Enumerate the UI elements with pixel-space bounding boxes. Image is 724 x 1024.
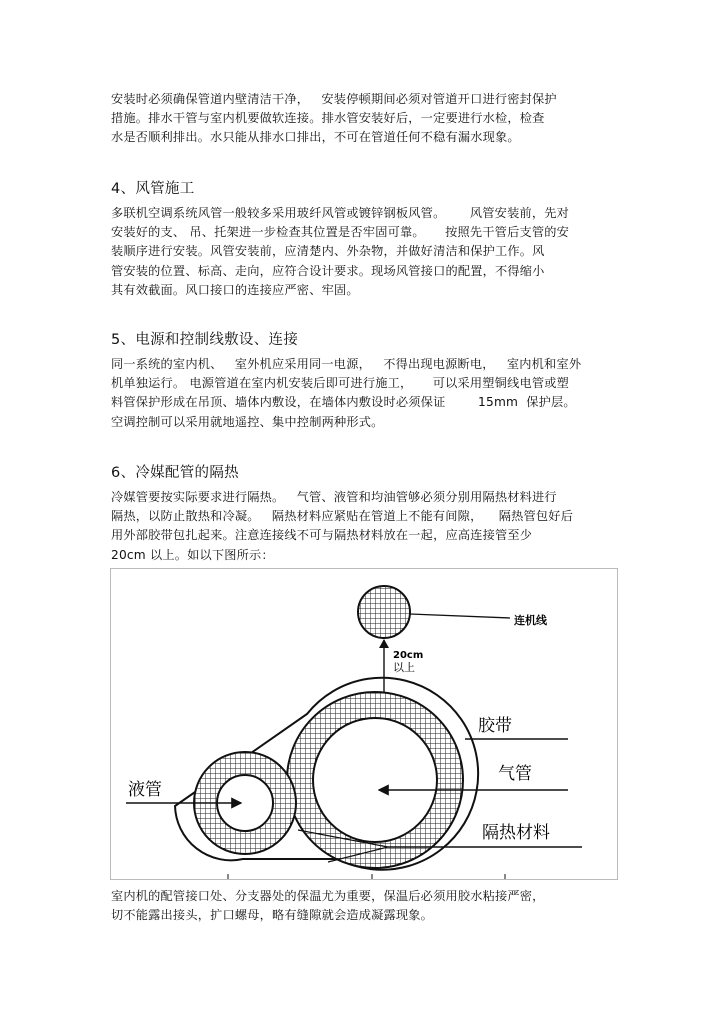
text-line: 装顺序进行安装。风管安装前，应清楚内、外杂物，并做好清洁和保护工作。风 xyxy=(111,244,545,259)
text-line: 室内机的配管接口处、分支器处的保温尤为重要，保温后必须用胶水粘接严密， xyxy=(111,889,545,903)
intro-paragraph xyxy=(111,90,621,148)
insulation-label: 隔热材料 xyxy=(482,823,550,843)
text-line: 安装好的支、 吊、托架进一步检查其位置是否牢固可靠。 按照先干管后支管的安 xyxy=(111,225,570,240)
pipe-insulation-diagram xyxy=(110,568,618,880)
text-line: 管安装的位置、标高、走向，应符合设计要求。现场风管接口的配置，不得缩小 xyxy=(111,263,545,278)
text-line: 同一系统的室内机、 室外机应采用同一电源， 不得出现电源断电， 室内机和室外 xyxy=(111,357,582,371)
text-line: 隔热，以防止散热和冷凝。 隔热材料应紧贴在管道上不能有间隙， 隔热管包好后 xyxy=(111,509,574,524)
liquid-pipe-label: 液管 xyxy=(128,780,162,800)
closing-paragraph xyxy=(111,887,621,925)
text-line: 冷媒管要按实际要求进行隔热。 气管、液管和均油管够必须分别用隔热材料进行 xyxy=(111,490,557,504)
connection-wire-circle xyxy=(358,586,410,638)
distance-value-label: 20cm xyxy=(393,650,424,661)
text-line: 水是否顺利排出。水只能从排水口排出，不可在管道任何不稳有漏水现象。 xyxy=(111,130,520,145)
text-line: 机单独运行。 电源管道在室内机安装后即可进行施工， 可以采用塑铜线电管或塑 xyxy=(111,376,570,391)
connection-wire-label: 连机线 xyxy=(514,614,547,627)
text-line: 用外部胶带包扎起来。注意连接线不可与隔热材料放在一起，应高连接管至少 xyxy=(111,528,533,543)
section-6-heading: 6、冷媒配管的隔热 xyxy=(111,465,239,481)
section-4-heading: 4、风管施工 xyxy=(111,181,195,197)
text-line: 20cm 以上。如以下图所示： xyxy=(111,547,274,562)
text-line: 安装时必须确保管道内壁清洁干净， 安装停顿期间必须对管道开口进行密封保护 xyxy=(111,92,557,106)
section-4-paragraph xyxy=(111,204,621,300)
text-line: 切不能露出接头，扩口螺母，略有缝隙就会造成凝露现象。 xyxy=(111,908,434,923)
dimension-arrow-up xyxy=(379,639,389,648)
section-5-paragraph xyxy=(111,355,621,432)
connection-wire-leader xyxy=(410,614,510,618)
text-line: 多联机空调系统风管一般较多采用玻纤风管或镀锌钢板风管。 风管安装前，先对 xyxy=(111,206,570,220)
text-line: 空调控制可以采用就地遥控、集中控制两种形式。 xyxy=(111,414,384,429)
text-line: 料管保护形成在吊顶、墙体内敷设，在墙体内敷设时必须保证 15mm 保护层。 xyxy=(111,395,576,410)
distance-suffix-label: 以上 xyxy=(393,661,415,674)
section-5-heading: 5、电源和控制线敷设、连接 xyxy=(111,332,299,348)
text-line: 其有效截面。风口接口的连接应严密、牢固。 xyxy=(111,282,359,297)
text-line: 措施。排水干管与室内机要做软连接。排水管安装好后，一定要进行水检，检查 xyxy=(111,111,545,126)
gas-pipe-label: 气管 xyxy=(498,764,532,784)
gas-pipe xyxy=(313,718,437,842)
tape-label: 胶带 xyxy=(478,716,512,736)
section-6-paragraph xyxy=(111,488,621,565)
